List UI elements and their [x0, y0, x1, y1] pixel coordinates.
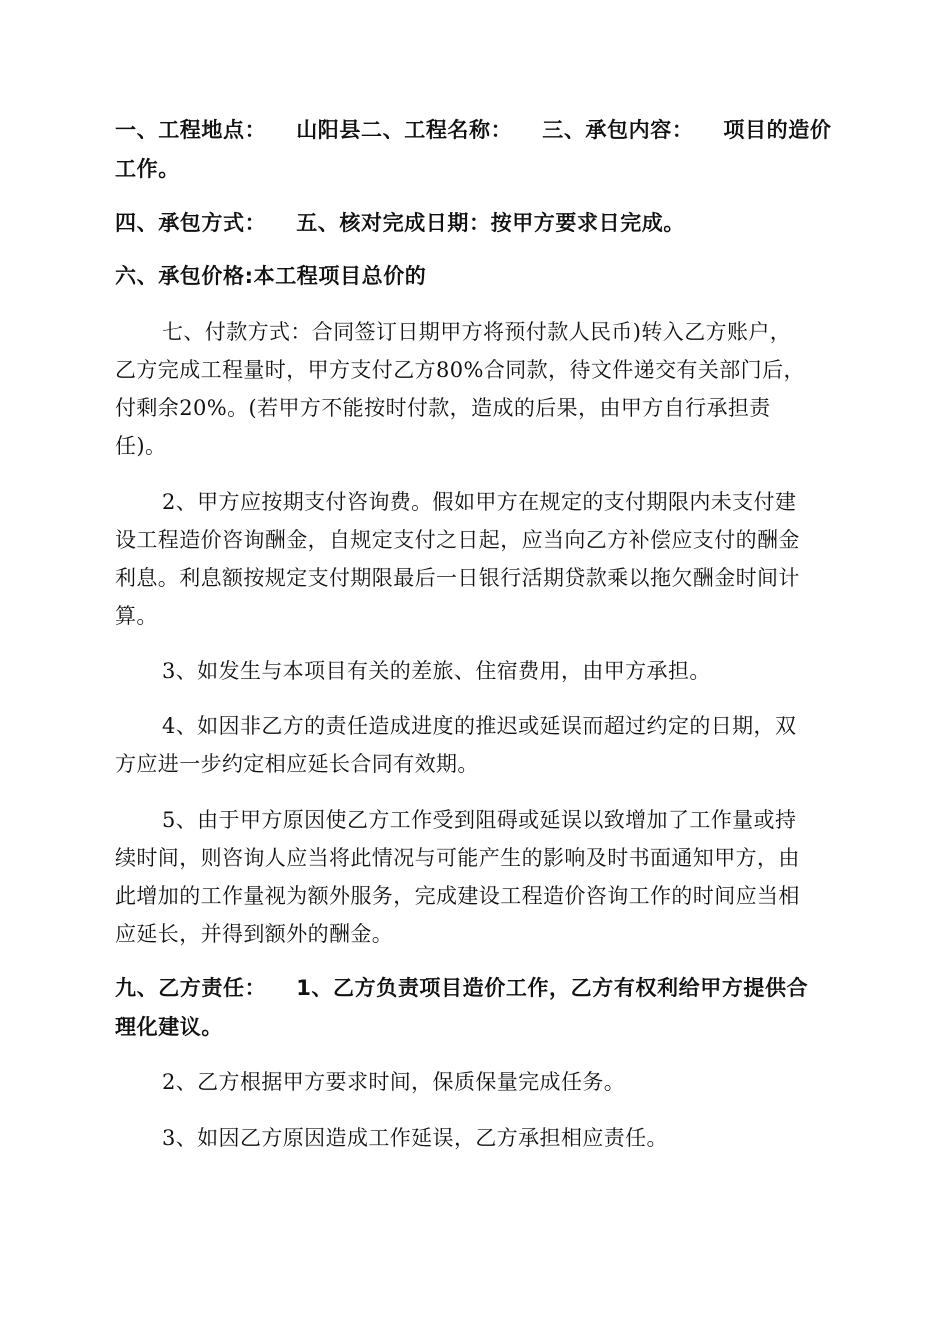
clause-2-line-3: 利息。利息额按规定支付期限最后一日银行活期贷款乘以拖欠酬金时间计	[115, 566, 800, 590]
payment-paragraph-line-4: 任)。	[115, 434, 167, 458]
clause-5-line-3: 此增加的工作量视为额外服务，完成建设工程造价咨询工作的时间应当相	[115, 884, 800, 908]
responsibility-item-1: 1、乙方负责项目造价工作，乙方有权利给甲方提供合	[296, 976, 809, 1000]
completion-date-value: 按甲方要求日完成。	[490, 211, 686, 235]
responsibility-item-1-cont: 理化建议。	[115, 1015, 223, 1039]
contract-price-label: 六、承包价格:	[115, 264, 254, 288]
section-6-line	[115, 262, 426, 290]
completion-date-label: 五、核对完成日期：	[296, 211, 491, 235]
section-1-3-line-2	[115, 155, 180, 183]
section-1-3-line-1	[115, 116, 831, 144]
location-label: 一、工程地点：	[115, 118, 267, 142]
contract-method-label: 四、承包方式：	[115, 211, 267, 235]
section-4-5-line	[115, 209, 685, 237]
payment-paragraph-line-1: 七、付款方式：合同签订日期甲方将预付款人民币)转入乙方账户，	[162, 320, 792, 344]
clause-4-line-1: 4、如因非乙方的责任造成进度的推迟或延误而超过约定的日期，双	[162, 714, 797, 738]
clause-5-line-4: 应延长，并得到额外的酬金。	[115, 922, 394, 946]
scope-value-cont: 工作。	[115, 157, 180, 181]
clause-4-line-2: 方应进一步约定相应延长合同有效期。	[115, 752, 479, 776]
clause-2-line-2: 设工程造价咨询酬金，自规定支付之日起，应当向乙方补偿应支付的酬金	[115, 528, 800, 552]
clause-2-line-1: 2、甲方应按期支付咨询费。假如甲方在规定的支付期限内未支付建	[162, 490, 797, 514]
scope-value: 项目的造价	[723, 118, 832, 142]
project-name-label: 二、工程名称：	[361, 118, 513, 142]
location-value: 山阳县	[296, 118, 362, 142]
responsibility-item-2: 2、乙方根据甲方要求时间，保质保量完成任务。	[162, 1070, 626, 1094]
section-9-line-2	[115, 1013, 223, 1041]
clause-3-line-1: 3、如发生与本项目有关的差旅、住宿费用，由甲方承担。	[162, 659, 711, 683]
contract-price-value: 本工程项目总价的	[253, 264, 427, 288]
party-b-responsibility-label: 九、乙方责任：	[115, 976, 267, 1000]
payment-paragraph-line-2: 乙方完成工程量时，甲方支付乙方80%合同款，待文件递交有关部门后，	[115, 358, 805, 382]
scope-label: 三、承包内容：	[542, 118, 694, 142]
responsibility-item-3: 3、如因乙方原因造成工作延误，乙方承担相应责任。	[162, 1126, 668, 1150]
payment-paragraph-line-3: 付剩余20%。(若甲方不能按时付款，造成的后果，由甲方自行承担责	[115, 396, 771, 420]
clause-2-line-4: 算。	[115, 604, 158, 628]
clause-5-line-2: 续时间，则咨询人应当将此情况与可能产生的影响及时书面通知甲方，由	[115, 846, 800, 870]
section-9-line-1	[115, 974, 808, 1002]
clause-5-line-1: 5、由于甲方原因使乙方工作受到阻碍或延误以致增加了工作量或持	[162, 808, 797, 832]
